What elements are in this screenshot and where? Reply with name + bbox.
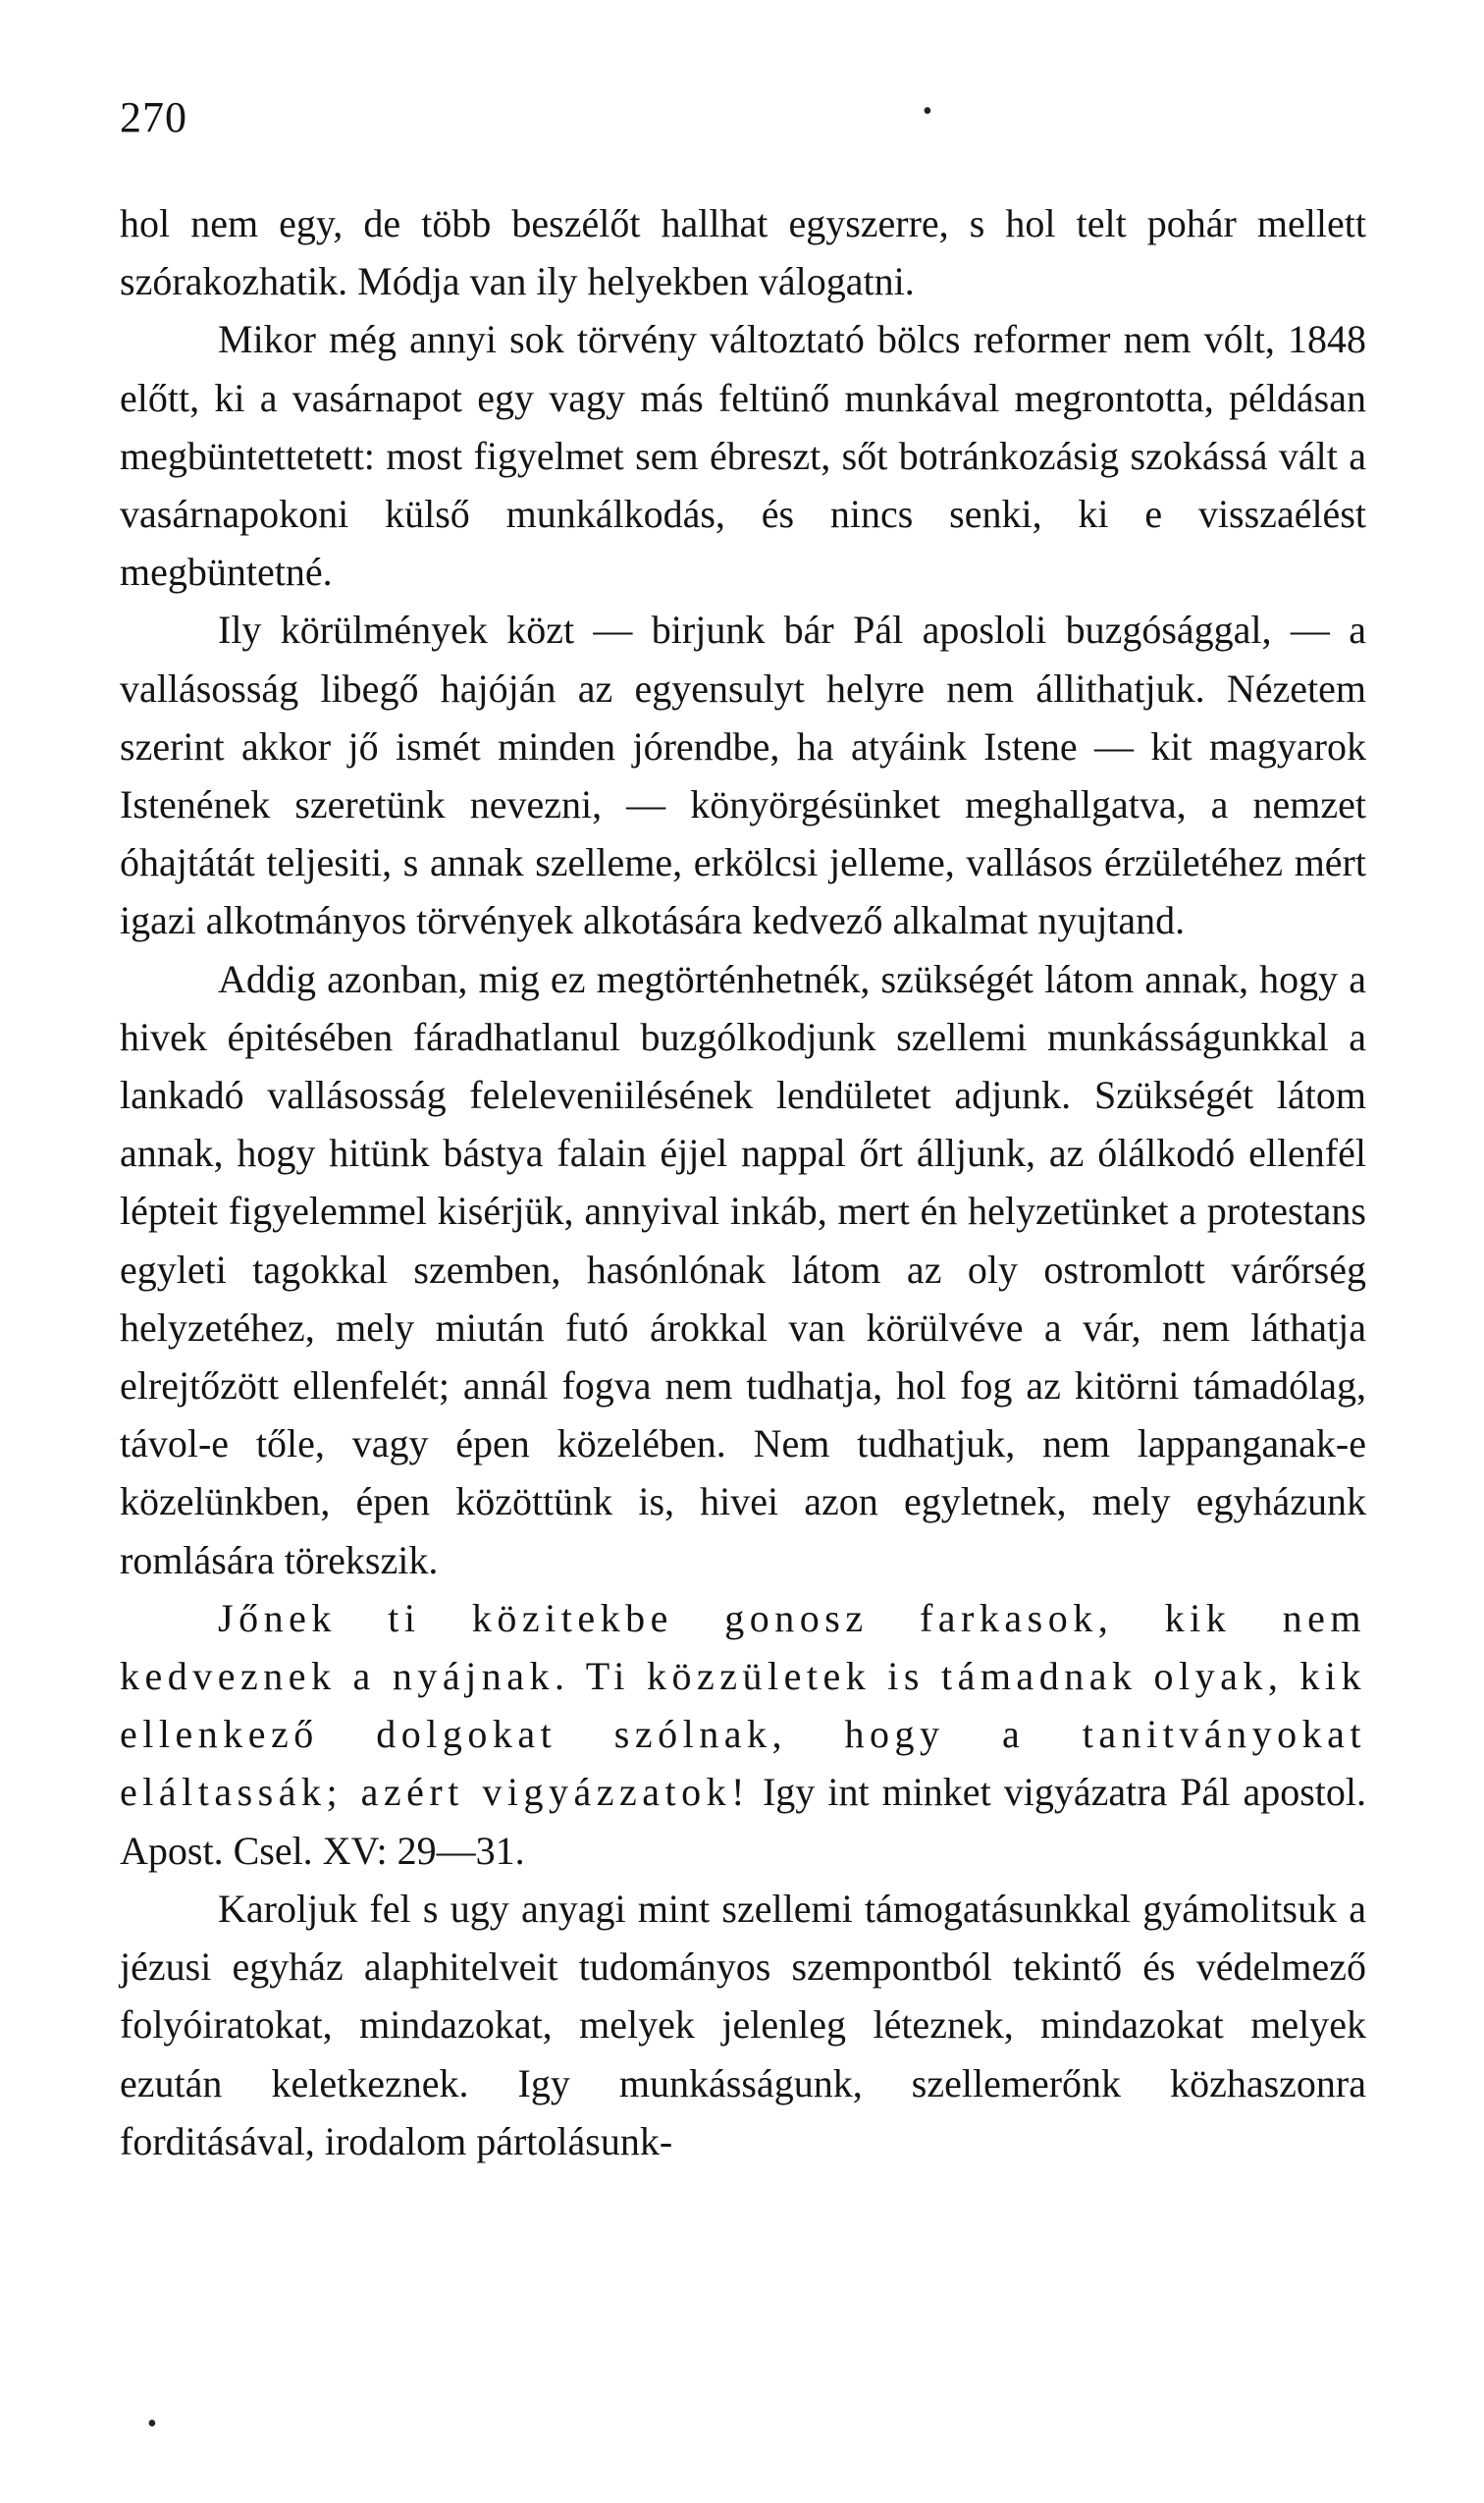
paragraph-5 bbox=[120, 1589, 1366, 1880]
scripture-quote: Jőnek ti közitekbe gonosz farkasok, kik nem kedveznek a nyájnak. Ti közzületek is támadnak olyak, kik ellenkező dolgokat szólnak, hogy a tanitványokat eláltassák; azért vigyázzatok! bbox=[120, 1595, 1366, 1815]
scripture-reference: Igy int minket vigyázatra Pál apostol. Apost. Csel. XV: 29—31. bbox=[120, 1770, 1366, 1873]
ink-speck-bottom: • bbox=[147, 2409, 157, 2439]
paragraph-2: Mikor még annyi sok törvény változtató bölcs reformer nem vólt, 1848 előtt, ki a vasárnapot egy vagy más feltünő munkával megrontotta, példásan megbüntettetett: most figyelmet sem ébreszt, sőt botránkozásig szokássá vált a vasárnapokoni külső munkálkodás, és nincs senki, ki e visszaélést megbüntetné. bbox=[120, 317, 1366, 595]
paragraph-4: Addig azonban, mig ez megtörténhetnék, szükségét látom annak, hogy a hivek épitésében fáradhatlanul buzgólkodjunk szellemi munkásságunkkal a lankadó vallásosság feleleveniilésének lendületet adjunk. Szükségét látom annak, hogy hitünk bástya falain éjjel nappal őrt álljunk, az ólálkodó ellenfél lépteit figyelemmel kisérjük, annyival inkáb, mert én helyzetünket a protestans egyleti tagokkal szemben, hasónlónak látom az oly ostromlott várőrség helyzetéhez, mely miután futó árokkal van körülvéve a vár, nem láthatja elrejtőzött ellenfelét; annál fogva nem tudhatja, hol fog az kitörni támadólag, távol-e tőle, vagy épen közelében. Nem tudhatjuk, nem lappanganak-e közelünkben, épen közöttünk is, hivei azon egyletnek, mely egyházunk romlására törekszik. bbox=[120, 956, 1366, 1582]
paragraph-3: Ily körülmények közt — birjunk bár Pál aposloli buzgósággal, — a vallásosság libegő hajóján az egyensulyt helyre nem állithatjuk. Nézetem szerint akkor jő ismét minden jórendbe, ha atyáink Istene — kit magyarok Istenének szeretünk nevezni, — könyörgésünket meghallgatva, a nemzet óhajtátát teljesiti, s annak szelleme, erkölcsi jelleme, vallásos érzületéhez mért igazi alkotmányos törvények alkotására kedvező alkalmat nyujtand. bbox=[120, 608, 1366, 943]
ink-speck-top: • bbox=[923, 96, 932, 127]
page-number: 270 bbox=[120, 93, 187, 141]
paragraph-6: Karoljuk fel s ugy anyagi mint szellemi támogatásunkkal gyámolitsuk a jézusi egyház alaphitelveit tudományos szempontból tekintő és védelmező folyóiratokat, mindazokat, melyek jelenleg léteznek, mindazokat melyek ezután keletkeznek. Igy munkásságunk, szellemerőnk közhaszonra forditásával, irodalom pártolásunk- bbox=[120, 1886, 1366, 2163]
paragraph-1: hol nem egy, de több beszélőt hallhat egyszerre, s hol telt pohár mellett szórakozhatik. Módja van ily helyekben válogatni. bbox=[120, 201, 1366, 304]
body-text bbox=[120, 194, 1366, 2170]
